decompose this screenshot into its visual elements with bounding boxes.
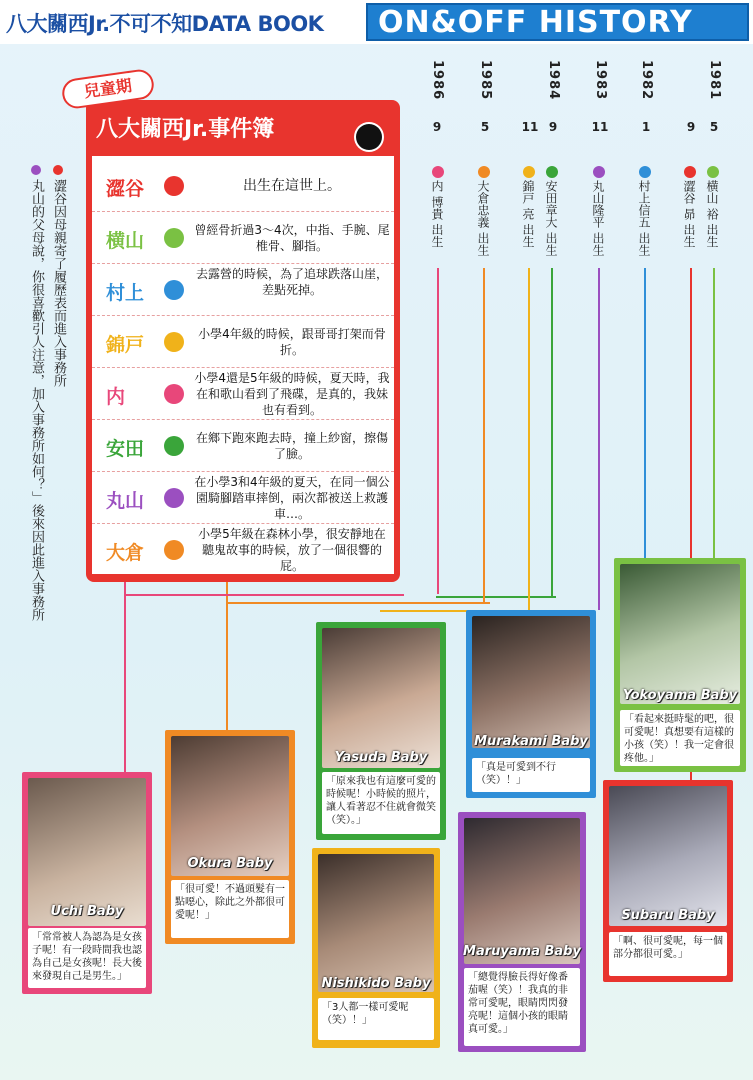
event-text: 小學5年級在森林小學，很安靜地在聽鬼故事的時候，放了一個很響的屁。 (198, 527, 386, 573)
member-name: 村上 (106, 282, 145, 304)
month-label: 9 (548, 120, 558, 134)
baby-photo (322, 628, 440, 768)
baby-label: Uchi Baby (50, 904, 124, 919)
connector-line (124, 594, 404, 596)
baby-card-maruyama (458, 812, 586, 1052)
birth-entry: 横山 裕 出生 (705, 180, 719, 248)
note-text: 澀谷因母親寄了履歷表而進入事務所 (51, 179, 66, 388)
baby-card-yokoyama (614, 558, 746, 772)
baby-photo (620, 564, 740, 704)
baby-label: Okura Baby (187, 856, 273, 871)
member-name: 錦戸 (106, 334, 145, 356)
birth-entry: 澀谷 昴 出生 (682, 180, 696, 248)
year-label: 1981 (707, 60, 722, 101)
month-label: 1 (641, 120, 651, 134)
note-shibutani (50, 165, 66, 387)
bomb-icon (356, 124, 382, 150)
timeline-line (551, 268, 553, 596)
orange-dot-icon (478, 166, 490, 178)
baby-photo (464, 818, 580, 964)
bomb-icon (164, 280, 184, 300)
year-label: 1982 (639, 60, 654, 101)
yellow-dot-icon (523, 166, 535, 178)
baby-quote: 「原來我也有這麼可愛的時候呢！小時候的照片，讓人看著忍不住就會微笑（笑）。」 (322, 772, 440, 834)
note-maruyama (28, 165, 44, 621)
birth-entry: 安田章大 出生 (544, 180, 558, 256)
baby-quote: 「常常被人為認為是女孩子呢！有一段時間我也認為自己是女孩呢！長大後來發現自己是男生。」 (28, 928, 146, 988)
connector-line (436, 596, 556, 598)
event-row (92, 420, 394, 472)
pink-dot-icon (432, 166, 444, 178)
green-dot-icon (546, 166, 558, 178)
book-tag: 兒童期 (60, 68, 155, 111)
birth-entry: 大倉忠義 出生 (476, 180, 490, 256)
baby-quote: 「3人都一樣可愛呢（笑）！」 (318, 998, 434, 1040)
member-name: 内 (106, 386, 126, 408)
baby-quote: 「總覺得臉長得好像番茄喔（笑）！我真的非常可愛呢，眼睛閃閃發亮呢！這個小孩的眼睛真可愛。」 (464, 968, 580, 1046)
member-name: 大倉 (106, 542, 145, 564)
lime-dot-icon (707, 166, 719, 178)
baby-photo (472, 616, 590, 748)
timeline-line (483, 268, 485, 602)
baby-label: Murakami Baby (474, 734, 588, 749)
event-text: 去露營的時候，為了追球跌落山崖，差點死掉。 (195, 267, 388, 297)
month-label: 11 (591, 120, 609, 134)
birth-entry: 錦戸 亮 出生 (521, 180, 535, 248)
note-text: 丸山的父母說，你很喜歡引人注意，加入事務所如何？」後來因此進入事務所 (29, 179, 44, 622)
timeline-line (437, 268, 439, 594)
month-label: 11 (521, 120, 539, 134)
blue-dot-icon (639, 166, 651, 178)
event-row (92, 472, 394, 524)
member-name: 安田 (106, 438, 145, 460)
baby-photo (318, 854, 434, 992)
baby-card-yasuda (316, 622, 446, 840)
bomb-icon (164, 540, 184, 560)
baby-quote: 「很可愛！不過頭髮有一點噁心，除此之外都很可愛呢！」 (171, 880, 289, 938)
event-text: 小學4還是5年級的時候，夏天時，我在和歌山看到了飛碟，是真的，我妹也有看到。 (194, 371, 390, 417)
baby-label: Nishikido Baby (321, 976, 431, 991)
red-dot-icon (53, 165, 63, 175)
header-title: 八大關西Jr.不可不知DATA BOOK (6, 12, 324, 36)
bomb-icon (164, 384, 184, 404)
header (0, 0, 753, 44)
baby-card-murakami (466, 610, 596, 798)
baby-label: Subaru Baby (621, 908, 715, 923)
baby-label: Yasuda Baby (334, 750, 428, 765)
baby-label: Maruyama Baby (463, 944, 581, 959)
member-name: 横山 (106, 230, 145, 252)
event-text: 曾經骨折過3〜4次，中指、手腕、尾椎骨、腳指。 (194, 223, 390, 253)
bomb-icon (164, 436, 184, 456)
section-banner (366, 3, 749, 41)
purple-dot-icon (593, 166, 605, 178)
bomb-icon (164, 176, 184, 196)
baby-card-subaru (603, 780, 733, 982)
year-label: 1984 (546, 60, 561, 101)
baby-quote: 「真是可愛到不行（笑）！」 (472, 758, 590, 792)
baby-card-nishikido (312, 848, 440, 1048)
member-name: 丸山 (106, 490, 145, 512)
timeline-line (598, 268, 600, 610)
month-label: 5 (480, 120, 490, 134)
birth-entry: 丸山隆平 出生 (591, 180, 605, 256)
baby-quote: 「看起來挺時髦的吧，很可愛呢！真想要有這樣的小孩（笑）！我一定會很疼他。」 (620, 710, 740, 766)
baby-label: Yokoyama Baby (622, 688, 738, 703)
bomb-icon (164, 332, 184, 352)
bomb-icon (164, 488, 184, 508)
connector-line (226, 602, 490, 604)
baby-card-uchi (22, 772, 152, 994)
event-row (92, 160, 394, 212)
baby-photo (171, 736, 289, 876)
month-label: 9 (686, 120, 696, 134)
section-title: ON&OFF HISTORY (378, 5, 693, 40)
month-label: 9 (432, 120, 442, 134)
timeline-line (528, 268, 530, 610)
connector-line (226, 582, 228, 730)
month-label: 5 (709, 120, 719, 134)
event-row (92, 316, 394, 368)
event-row (92, 524, 394, 574)
book-title: 八大關西Jr.事件簿 (96, 117, 275, 142)
baby-quote: 「啊、很可愛呢，每一個部分都很可愛。」 (609, 932, 727, 976)
birth-entry: 村上信五 出生 (637, 180, 651, 256)
connector-line (124, 582, 126, 772)
event-row (92, 212, 394, 264)
event-text: 在小學3和4年級的夏天，在同一個公園騎腳踏車摔倒，兩次都被送上救護車…。 (194, 475, 390, 521)
baby-card-okura (165, 730, 295, 944)
purple-dot-icon (31, 165, 41, 175)
baby-photo (609, 786, 727, 926)
timeline-line (713, 268, 715, 560)
red-dot-icon (684, 166, 696, 178)
event-text: 出生在這世上。 (243, 178, 341, 194)
year-label: 1986 (430, 60, 445, 101)
year-label: 1985 (478, 60, 493, 101)
birth-entry: 内 博貴 出生 (430, 180, 444, 248)
event-text: 小學4年級的時候，跟哥哥打架而骨折。 (198, 327, 386, 357)
event-row (92, 368, 394, 420)
year-label: 1983 (593, 60, 608, 101)
member-name: 澀谷 (106, 178, 145, 200)
event-row (92, 264, 394, 316)
event-text: 在鄉下跑來跑去時，撞上紗窗，擦傷了臉。 (195, 431, 388, 461)
bomb-icon (164, 228, 184, 248)
